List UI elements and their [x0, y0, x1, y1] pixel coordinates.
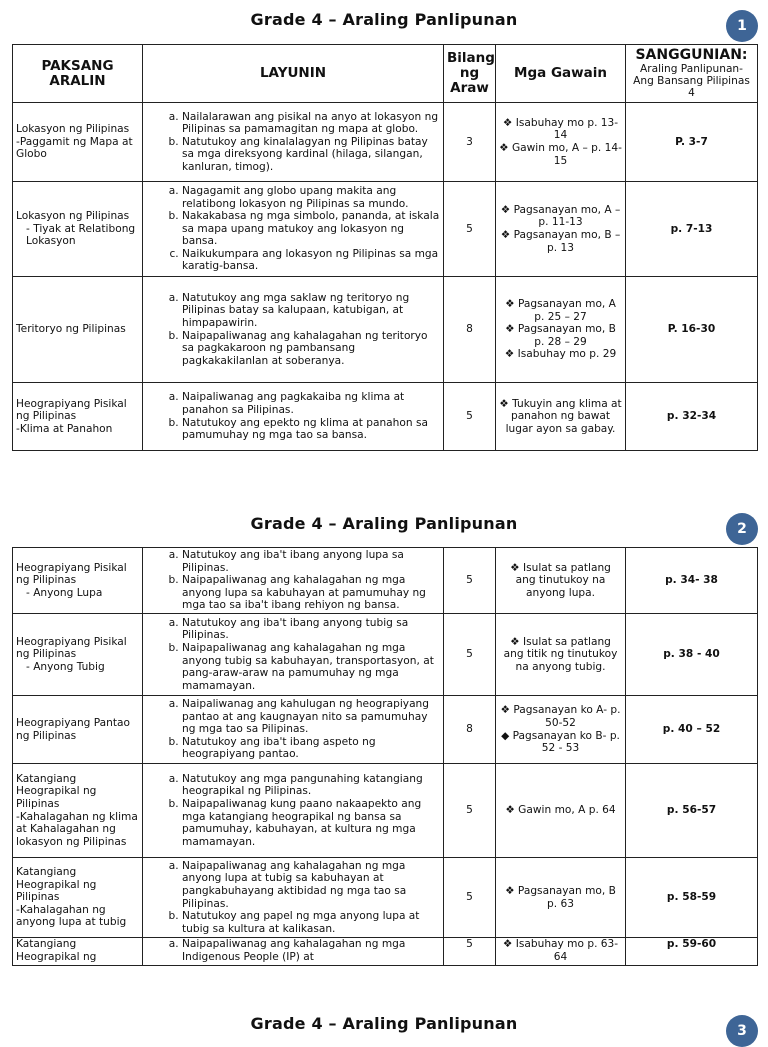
- days-cell: 5: [444, 383, 496, 451]
- objectives-cell: [143, 858, 444, 938]
- objective-item: b. Naipapaliwanag ang kahalagahan ng teritoryo sa pagkakaroon ng pambansang pagkakakilanlan at soberanya.: [182, 330, 440, 368]
- subtopic-text: -Kahalagahan ng anyong lupa at tubig: [16, 903, 127, 929]
- reference-cell: p. 34- 38: [626, 548, 758, 614]
- activity-item: ❖ Pagsanayan ko A- p. 50-52: [500, 704, 621, 729]
- objective-item: c. Naikukumpara ang lokasyon ng Pilipinas sa mga karatig-bansa.: [182, 248, 440, 273]
- subtopic-text: -Klima at Panahon: [16, 422, 113, 435]
- reference-cell: p. 7-13: [626, 182, 758, 277]
- header-objectives: LAYUNIN: [143, 45, 444, 103]
- lesson-plan-table: [12, 44, 758, 451]
- activities-cell: [496, 938, 626, 966]
- topic-cell: [13, 383, 143, 451]
- activity-item: ❖ Pagsanayan mo, B p. 63: [505, 884, 616, 910]
- days-cell: 5: [444, 548, 496, 614]
- reference-cell: p. 40 – 52: [626, 696, 758, 764]
- topic-cell: [13, 548, 143, 614]
- subtopic-text: -Kahalagahan ng klima at Kahalagahan ng lokasyon ng Pilipinas: [16, 810, 138, 848]
- header-reference-book: Araling Panlipunan- Ang Bansang Pilipinas 4: [633, 63, 750, 99]
- activity-item: ◆ Pagsanayan ko B- p. 52 - 53: [501, 729, 620, 755]
- days-cell: 5: [444, 858, 496, 938]
- reference-cell: p. 38 - 40: [626, 614, 758, 696]
- objectives-cell: [143, 614, 444, 696]
- activities-cell: [496, 764, 626, 858]
- activity-item: ❖ Pagsanayan mo, A – p. 11-13: [500, 203, 621, 229]
- topic-cell: [13, 764, 143, 858]
- objective-item: a. Naipaliwanag ang kahulugan ng heograpiyang pantao at ang kaugnayan nito sa pamumuhay ng mga tao sa Pilipinas.: [182, 698, 440, 736]
- activities-cell: [496, 182, 626, 277]
- activities-cell: [496, 696, 626, 764]
- objective-item: b. Natutukoy ang kinalalagyan ng Pilipinas batay sa mga direksyong kardinal (hilaga, silangan, kanluran, timog).: [182, 136, 440, 174]
- activities-cell: [496, 383, 626, 451]
- topic-text: Katangiang Heograpikal ng: [16, 938, 97, 963]
- topic-cell: [13, 182, 143, 277]
- topic-cell: [13, 696, 143, 764]
- activities-cell: [496, 858, 626, 938]
- activities-cell: [496, 548, 626, 614]
- topic-cell: [13, 277, 143, 383]
- subtopic-text: - Tiyak at Relatibong Lokasyon: [26, 222, 136, 248]
- subtopic-text: -Paggamit ng Mapa at Globo: [16, 135, 133, 161]
- reference-cell: P. 16-30: [626, 277, 758, 383]
- objective-item: b. Natutukoy ang epekto ng klima at panahon sa pamumuhay ng mga tao sa bansa.: [182, 417, 440, 442]
- table-row: [13, 614, 758, 696]
- objective-item: b. Naipapaliwanag kung paano nakaapekto ang mga katangiang heograpikal ng bansa sa pamumuhay, kabuhayan, at kultura ng mga mamamayan.: [182, 798, 440, 848]
- header-reference-label: SANGGUNIAN:: [635, 47, 748, 63]
- reference-cell: p. 58-59: [626, 858, 758, 938]
- objectives-cell: [143, 696, 444, 764]
- objective-item: b. Naipapaliwanag ang kahalagahan ng mga anyong tubig sa kabuhayan, transportasyon, at pang-araw-araw na pamumuhay ng mga mamamayan.: [182, 642, 440, 692]
- topic-text: Heograpiyang Pisikal ng Pilipinas: [16, 561, 127, 587]
- table-row: [13, 103, 758, 182]
- objective-item: a. Natutukoy ang iba't ibang anyong tubig sa Pilipinas.: [182, 617, 440, 642]
- activity-item: ❖ Isabuhay mo p. 29: [504, 348, 617, 361]
- objective-item: b. Naipapaliwanag ang kahalagahan ng mga anyong lupa sa kabuhayan at pamumuhay ng mga tao sa iba't ibang rehiyon ng bansa.: [182, 574, 440, 612]
- objective-item: a. Nailalarawan ang pisikal na anyo at lokasyon ng Pilipinas sa pamamagitan ng mapa at globo.: [182, 111, 440, 136]
- table-row: [13, 182, 758, 277]
- objective-item: b. Nakakabasa ng mga simbolo, pananda, at iskala sa mapa upang matukoy ang lokasyon ng bansa.: [182, 210, 440, 248]
- activity-item: ❖ Isabuhay mo p. 13-14: [502, 116, 619, 142]
- table-row: [13, 858, 758, 938]
- page-title: Grade 4 – Araling Panlipunan: [250, 10, 518, 29]
- activity-item: ❖ Gawin mo, A – p. 14-15: [499, 142, 622, 167]
- header-topic: PAKSANG ARALIN: [13, 45, 143, 103]
- objective-item: a. Natutukoy ang mga pangunahing katangiang heograpikal ng Pilipinas.: [182, 773, 440, 798]
- reference-cell: p. 56-57: [626, 764, 758, 858]
- objective-item: a. Nagagamit ang globo upang makita ang relatibong lokasyon ng Pilipinas sa mundo.: [182, 185, 440, 210]
- topic-cell: [13, 614, 143, 696]
- activity-item: ❖ Pagsanayan mo, B p. 28 – 29: [505, 323, 616, 348]
- objectives-cell: [143, 182, 444, 277]
- activity-item: ❖ Isabuhay mo p. 63-64: [502, 938, 619, 963]
- objective-item: b. Natutukoy ang iba't ibang aspeto ng heograpiyang pantao.: [182, 736, 440, 761]
- reference-cell: p. 32-34: [626, 383, 758, 451]
- activity-item: ❖ Isulat sa patlang ang titik ng tinutukoy na anyong tubig.: [503, 635, 618, 673]
- reference-cell: P. 3-7: [626, 103, 758, 182]
- objective-item: a. Naipapaliwanag ang kahalagahan ng mga anyong lupa at tubig sa kabuhayan at pangkabuhayang aktibidad ng mga tao sa Pilipinas.: [182, 860, 440, 910]
- topic-text: Lokasyon ng Pilipinas: [16, 123, 130, 136]
- days-cell: 5: [444, 764, 496, 858]
- objectives-cell: [143, 383, 444, 451]
- days-cell: 5: [444, 614, 496, 696]
- page-number-badge: 3: [726, 1015, 758, 1047]
- objectives-cell: [143, 938, 444, 966]
- topic-text: Heograpiyang Pantao ng Pilipinas: [16, 716, 131, 742]
- table-row: [13, 548, 758, 614]
- objectives-cell: [143, 103, 444, 182]
- table-row: [13, 938, 758, 966]
- page-number-badge: 1: [726, 10, 758, 42]
- page-title: Grade 4 – Araling Panlipunan: [250, 1014, 518, 1033]
- table-row: [13, 764, 758, 858]
- days-cell: 5: [444, 182, 496, 277]
- activity-item: ❖ Pagsanayan mo, A p. 25 – 27: [505, 298, 616, 323]
- objective-item: a. Natutukoy ang mga saklaw ng teritoryo ng Pilipinas batay sa kalupaan, katubigan, at himpapawirin.: [182, 292, 440, 330]
- reference-cell: p. 59-60: [626, 938, 758, 966]
- topic-cell: [13, 938, 143, 966]
- objective-item: a. Naipaliwanag ang pagkakaiba ng klima at panahon sa Pilipinas.: [182, 391, 440, 416]
- topic-text: Lokasyon ng Pilipinas: [16, 210, 130, 223]
- table-row: [13, 696, 758, 764]
- days-cell: 3: [444, 103, 496, 182]
- topic-text: Heograpiyang Pisikal ng Pilipinas: [16, 397, 127, 423]
- lesson-plan-table: [12, 547, 758, 966]
- header-activities: Mga Gawain: [496, 45, 626, 103]
- activity-item: ❖ Tukuyin ang klima at panahon ng bawat lugar ayon sa gabay.: [499, 397, 622, 435]
- topic-text: Teritoryo ng Pilipinas: [16, 323, 126, 336]
- objectives-cell: [143, 277, 444, 383]
- subtopic-text: - Anyong Lupa: [26, 586, 103, 599]
- topic-text: Heograpiyang Pisikal ng Pilipinas: [16, 635, 127, 661]
- activities-cell: [496, 614, 626, 696]
- subtopic-text: - Anyong Tubig: [26, 660, 105, 673]
- activities-cell: [496, 277, 626, 383]
- activity-item: ❖ Gawin mo, A p. 64: [505, 804, 616, 817]
- objectives-cell: [143, 548, 444, 614]
- table-row: [13, 383, 758, 451]
- objectives-cell: [143, 764, 444, 858]
- table-row: [13, 277, 758, 383]
- topic-cell: [13, 103, 143, 182]
- topic-text: Katangiang Heograpikal ng Pilipinas: [16, 866, 97, 904]
- days-cell: 8: [444, 696, 496, 764]
- page-title: Grade 4 – Araling Panlipunan: [250, 514, 518, 533]
- page-number-badge: 2: [726, 513, 758, 545]
- objective-item: a. Naipapaliwanag ang kahalagahan ng mga Indigenous People (IP) at: [182, 938, 440, 963]
- days-cell: 5: [444, 938, 496, 966]
- activities-cell: [496, 103, 626, 182]
- topic-cell: [13, 858, 143, 938]
- table-header-row: [13, 45, 758, 103]
- activity-item: ❖ Pagsanayan mo, B – p. 13: [500, 229, 621, 254]
- topic-text: Katangiang Heograpikal ng Pilipinas: [16, 772, 97, 810]
- header-days: Bilang ng Araw: [444, 45, 496, 103]
- objective-item: a. Natutukoy ang iba't ibang anyong lupa sa Pilipinas.: [182, 549, 440, 574]
- activity-item: ❖ Isulat sa patlang ang tinutukoy na anyong lupa.: [510, 561, 611, 599]
- header-reference: [626, 45, 758, 103]
- objective-item: b. Natutukoy ang papel ng mga anyong lupa at tubig sa kultura at kalikasan.: [182, 910, 440, 935]
- days-cell: 8: [444, 277, 496, 383]
